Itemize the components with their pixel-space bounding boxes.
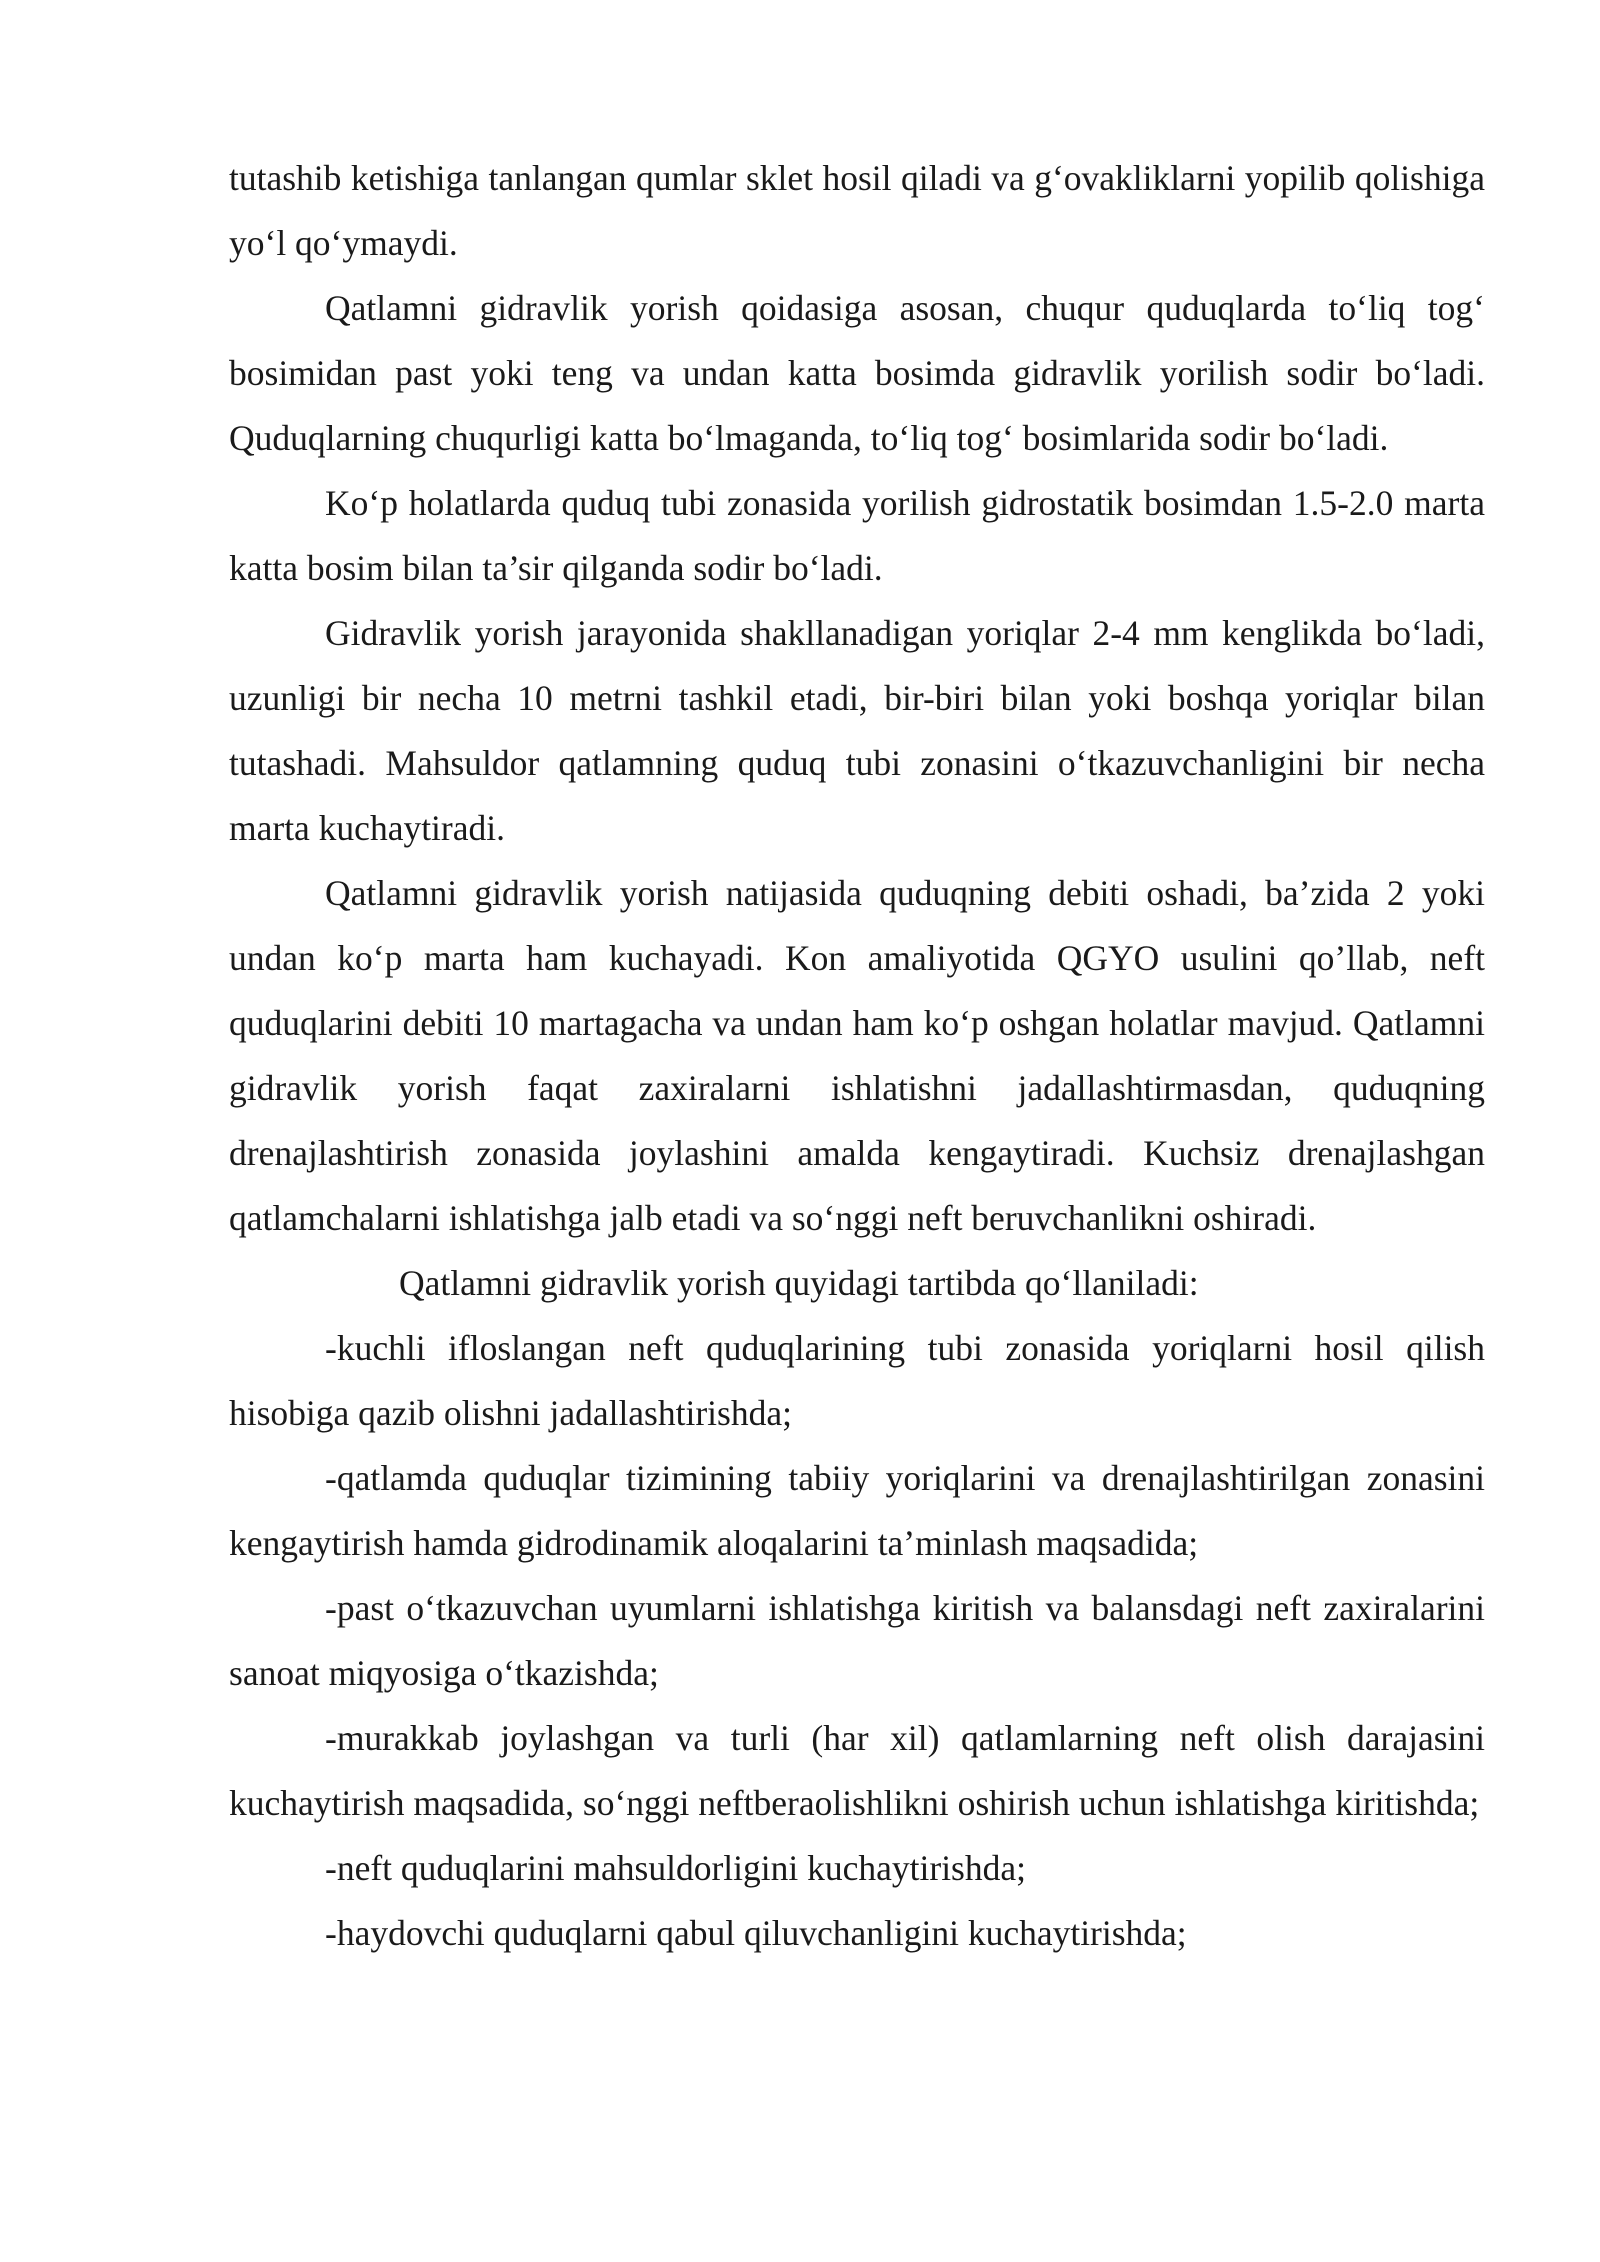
list-item-complex-layers: -murakkab joylashgan va turli (har xil) qatlamlarning neft olish darajasini kuchaytirish maqsadida, so‘nggi neftberaolishlikni oshirish uchun ishlatishga kiritishda; — [229, 1718, 1485, 1823]
paragraph-hydrostatic-pressure: Ko‘p holatlarda quduq tubi zonasida yorilish gidrostatik bosimdan 1.5-2.0 marta katta bosim bilan ta’sir qilganda sodir bo‘ladi. — [229, 483, 1485, 588]
list-item-contaminated-wells: -kuchli ifloslangan neft quduqlarining tubi zonasida yoriqlarni hosil qilish hisobiga qazib olishni jadallashtirishda; — [229, 1328, 1485, 1433]
paragraph-well-debit: Qatlamni gidravlik yorish natijasida quduqning debiti oshadi, ba’zida 2 yoki undan ko‘p marta ham kuchayadi. Kon amaliyotida QGYO usulini qo’llab, neft quduqlarini debiti 10 martagacha va undan ham ko‘p oshgan holatlar mavjud. Qatlamni gidravlik yorish faqat zaxiralarni ishlatishni jadallashtirmasdan, quduqning drenajlashtirish zonasida joylashini amalda kengaytiradi. Kuchsiz drenajlashgan qatlamchalarni ishlatishga jalb etadi va so‘nggi neft beruvchanlikni oshiradi. — [229, 873, 1485, 1238]
list-item-injectivity: -haydovchi quduqlarni qabul qiluvchanligini kuchaytirishda; — [325, 1913, 1187, 1953]
paragraph-application-intro: Qatlamni gidravlik yorish quyidagi tartibda qo‘llaniladi: — [399, 1263, 1199, 1303]
paragraph-fracture-width: Gidravlik yorish jarayonida shakllanadigan yoriqlar 2-4 mm kenglikda bo‘ladi, uzunligi bir necha 10 metrni tashkil etadi, bir-biri bilan yoki boshqa yoriqlar bilan tutashadi. Mahsuldor qatlamning quduq tubi zonasini o‘tkazuvchanligini bir necha marta kuchaytiradi. — [229, 613, 1485, 848]
document-body — [229, 146, 1485, 1966]
paragraph-continuation: tutashib ketishiga tanlangan qumlar sklet hosil qiladi va g‘ovakliklarni yopilib qolishiga yo‘l qo‘ymaydi. — [229, 158, 1485, 263]
list-item-low-permeability: -past o‘tkazuvchan uyumlarni ishlatishga kiritish va balansdagi neft zaxiralarini sanoat miqyosiga o‘tkazishda; — [229, 1588, 1485, 1693]
list-item-natural-fractures: -qatlamda quduqlar tizimining tabiiy yoriqlarini va drenajlashtirilgan zonasini kengaytirish hamda gidrodinamik aloqalarini ta’minlash maqsadida; — [229, 1458, 1485, 1563]
paragraph-fracturing-pressure: Qatlamni gidravlik yorish qoidasiga asosan, chuqur quduqlarda to‘liq tog‘ bosimidan past yoki teng va undan katta bosimda gidravlik yorilish sodir bo‘ladi. Quduqlarning chuqurligi katta bo‘lmaganda, to‘liq tog‘ bosimlarida sodir bo‘ladi. — [229, 288, 1485, 458]
list-item-productivity: -neft quduqlarini mahsuldorligini kuchaytirishda; — [325, 1848, 1026, 1888]
